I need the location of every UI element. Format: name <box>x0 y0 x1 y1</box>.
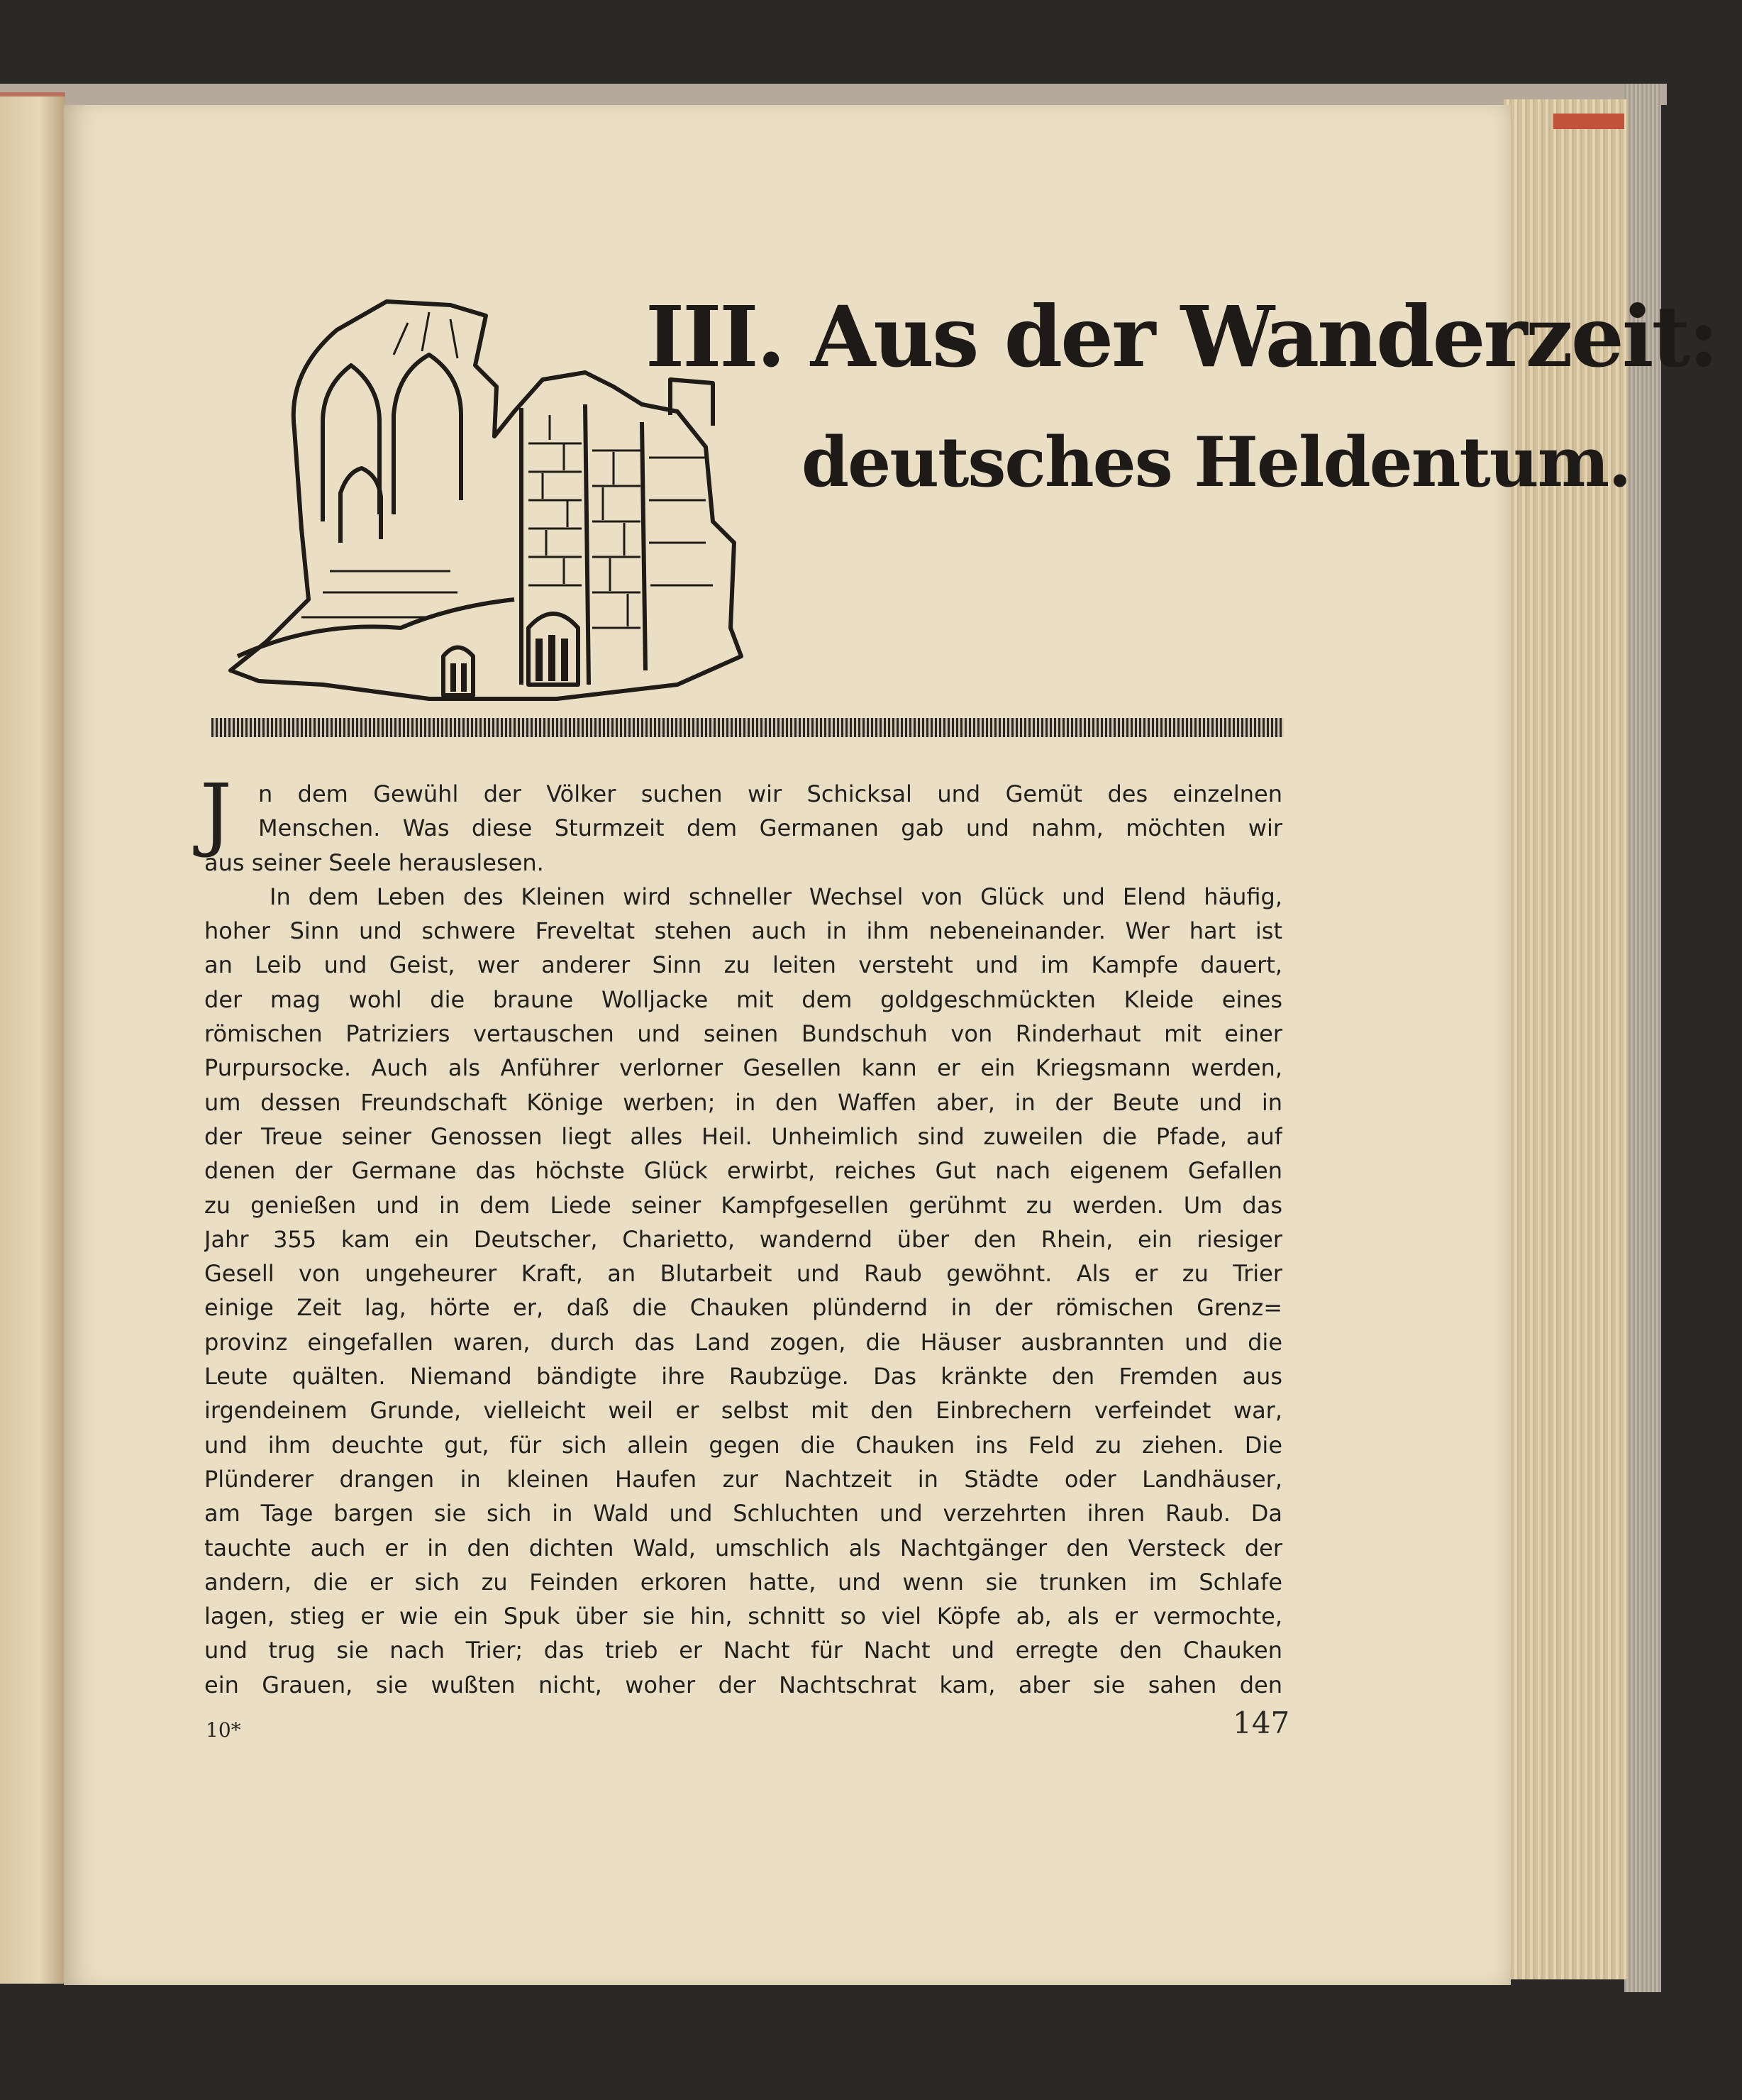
text-line: tauchte auch er in den dichten Wald, umschlich als Nachtgänger den Versteck der <box>204 1534 1282 1562</box>
text-line: an Leib und Geist, wer anderer Sinn zu leiten versteht und im Kampfe dauert, <box>204 951 1282 979</box>
text-line: und trug sie nach Trier; das trieb er Nacht für Nacht und erregte den Chauken <box>204 1637 1282 1664</box>
text-line: zu genießen und in dem Liede seiner Kampfgesellen gerühmt zu werden. Um das <box>204 1191 1282 1219</box>
page-number: 147 <box>1233 1706 1290 1740</box>
text-line: n dem Gewühl der Völker suchen wir Schicksal und Gemüt des einzelnen <box>258 780 1282 807</box>
hatched-divider-rule <box>211 718 1284 737</box>
chapter-title: III. Aus der Wanderzeit: <box>645 287 1717 386</box>
left-page-edge <box>0 92 65 1984</box>
text-line: am Tage bargen sie sich in Wald und Schluchten und verzehrten ihren Raub. Da <box>204 1500 1282 1527</box>
text-line: Jahr 355 kam ein Deutscher, Charietto, wandernd über den Rhein, ein riesiger <box>204 1225 1282 1253</box>
text-line: provinz eingefallen waren, durch das Land zogen, die Häuser ausbrannten und die <box>204 1328 1282 1356</box>
chapter-subtitle: deutsches Heldentum. <box>801 422 1631 502</box>
text-line: Leute quälten. Niemand bändigte ihre Raubzüge. Das kränkte den Fremden aus <box>204 1363 1282 1391</box>
text-line: lagen, stieg er wie ein Spuk über sie hin, schnitt so viel Köpfe ab, als er vermochte, <box>204 1603 1282 1630</box>
text-line: römischen Patriziers vertauschen und seinen Bundschuh von Rinderhaut mit einer <box>204 1020 1282 1048</box>
page-edge-red-mark <box>1553 114 1624 129</box>
text-line: um dessen Freundschaft Könige werben; in den Waffen aber, in der Beute und in <box>204 1088 1282 1116</box>
signature-mark: 10* <box>206 1718 241 1742</box>
text-line: In dem Leben des Kleinen wird schneller Wechsel von Glück und Elend häufig, <box>270 883 1282 910</box>
text-line: ein Grauen, sie wußten nicht, woher der Nachtschrat kam, aber sie sahen den <box>204 1671 1282 1698</box>
text-line: irgendeinem Grunde, vielleicht weil er selbst mit den Einbrechern verfeindet war, <box>204 1397 1282 1425</box>
text-line: einige Zeit lag, hörte er, daß die Chauken plündernd in der römischen Grenz= <box>204 1294 1282 1322</box>
text-line: der Treue seiner Genossen liegt alles Heil. Unheimlich sind zuweilen die Pfade, auf <box>204 1122 1282 1150</box>
drop-cap: J <box>200 768 232 860</box>
text-line: hoher Sinn und schwere Freveltat stehen auch in ihm nebeneinander. Wer hart ist <box>204 917 1282 945</box>
text-line: Menschen. Was diese Sturmzeit dem Germanen gab und nahm, möchten wir <box>258 814 1282 842</box>
text-line: Gesell von ungeheurer Kraft, an Blutarbeit und Raub gewöhnt. Als er zu Trier <box>204 1260 1282 1288</box>
book-cover-edge <box>0 84 1667 105</box>
text-line: andern, die er sich zu Feinden erkoren hatte, und wenn sie trunken im Schlafe <box>204 1568 1282 1596</box>
text-line: aus seiner Seele herauslesen. <box>204 849 544 876</box>
text-line: der mag wohl die braune Wolljacke mit dem goldgeschmückten Kleide eines <box>204 985 1282 1013</box>
text-line: und ihm deuchte gut, für sich allein gegen die Chauken ins Feld zu ziehen. Die <box>204 1431 1282 1459</box>
body-text <box>200 768 1282 1702</box>
text-line: Plünderer drangen in kleinen Haufen zur Nachtzeit in Städte oder Landhäuser, <box>204 1465 1282 1493</box>
text-line: Purpursocke. Auch als Anführer verlorner Gesellen kann er ein Kriegsmann werden, <box>204 1054 1282 1082</box>
text-line: denen der Germane das höchste Glück erwirbt, reiches Gut nach eigenem Gefallen <box>204 1157 1282 1185</box>
